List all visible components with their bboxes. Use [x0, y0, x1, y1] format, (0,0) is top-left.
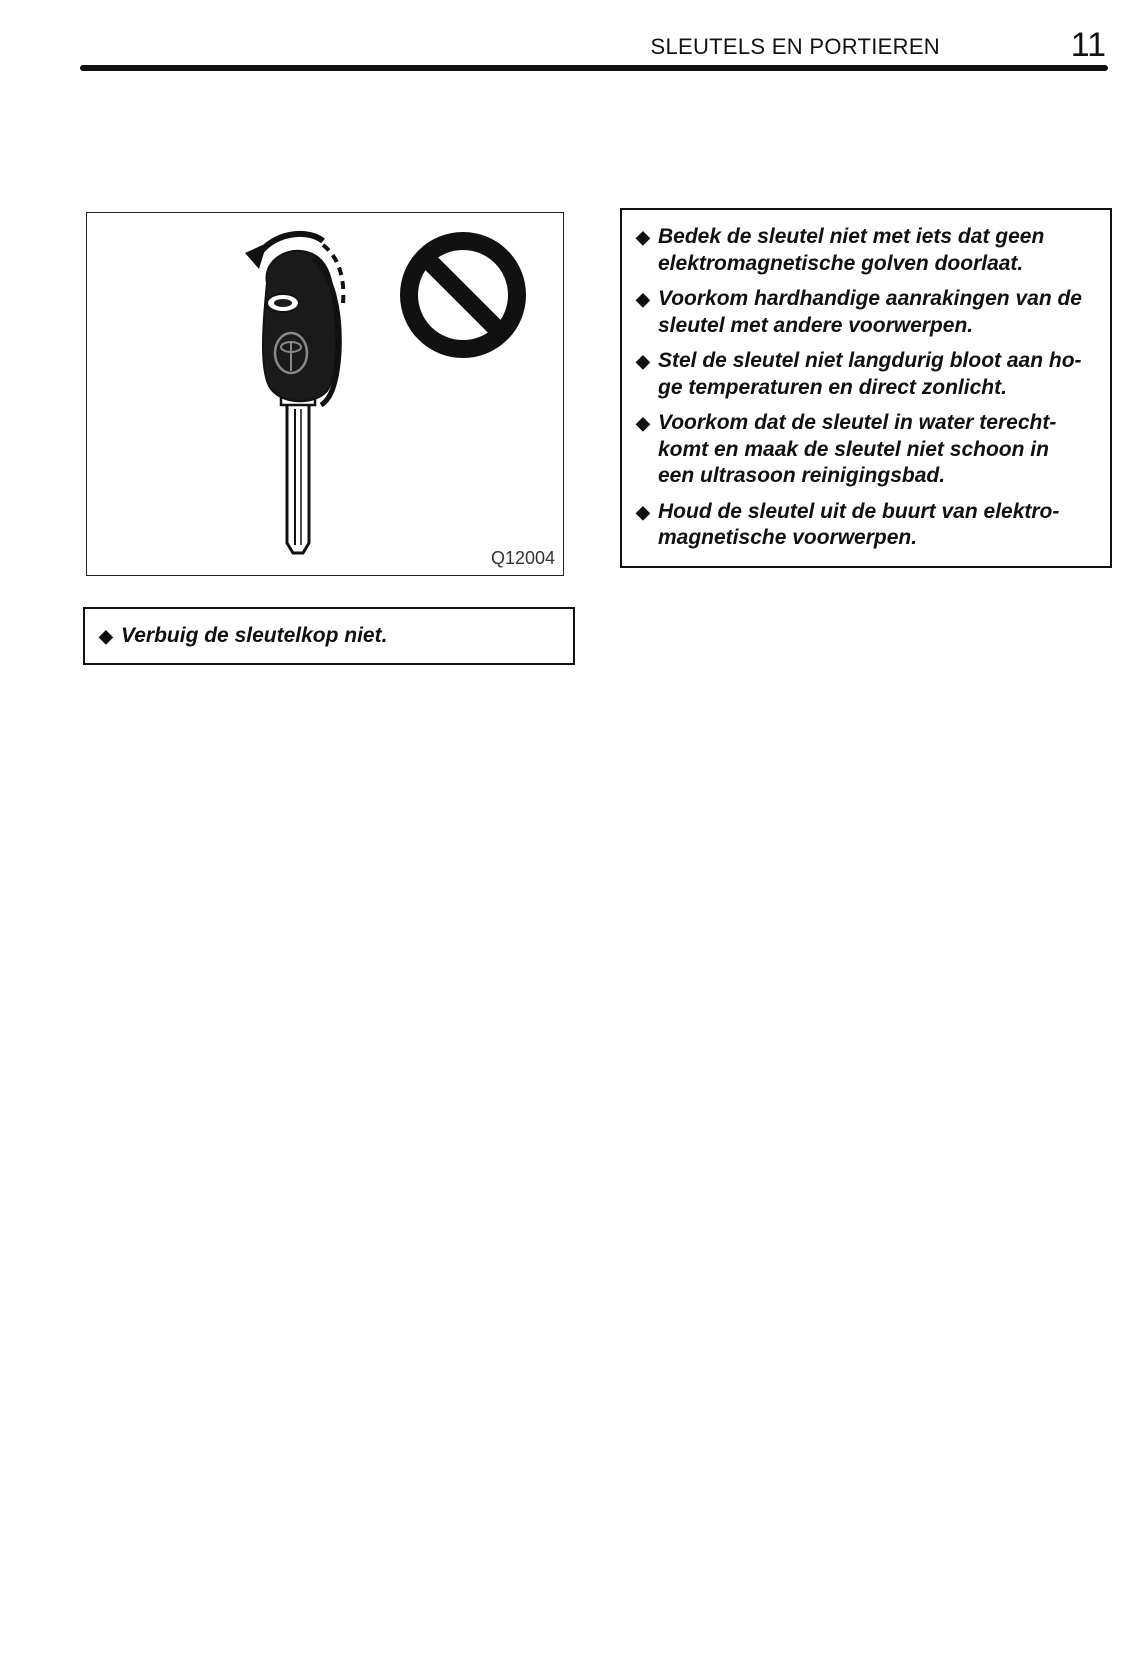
caution-text: Stel de sleutel niet langdurig bloot aan ho- ge temperaturen en direct zonlicht.	[658, 349, 1082, 399]
diamond-bullet-icon: ◆	[99, 626, 113, 646]
caution-item	[636, 410, 1098, 490]
diamond-bullet-icon: ◆	[636, 289, 650, 309]
figure-code: Q12004	[490, 548, 555, 568]
caution-text: Voorkom dat de sleutel in water terecht- komt en maak de sleutel niet schoon in een ultrasoon reinigingsbad.	[658, 411, 1057, 487]
key-head	[263, 251, 339, 405]
diamond-bullet-icon: ◆	[636, 413, 650, 433]
caution-text: Bedek de sleutel niet met iets dat geen elektromagnetische golven doorlaat.	[658, 225, 1045, 275]
caution-item	[99, 623, 561, 650]
header-rule	[80, 65, 1108, 71]
caution-text: Verbuig de sleutelkop niet.	[121, 624, 388, 647]
caution-item	[636, 348, 1098, 401]
diamond-bullet-icon: ◆	[636, 227, 650, 247]
diamond-bullet-icon: ◆	[636, 501, 650, 522]
caution-text: Voorkom hardhandige aanrakingen van de sleutel met andere voorwerpen.	[658, 287, 1082, 337]
prohibition-sign-icon	[409, 241, 517, 349]
key-drawing	[87, 213, 563, 575]
caution-item	[636, 286, 1098, 339]
key-blade	[281, 391, 315, 553]
section-title: SLEUTELS EN PORTIEREN	[650, 34, 940, 59]
diamond-bullet-icon: ◆	[636, 351, 650, 371]
page-number: 11	[1070, 26, 1106, 64]
caution-box-left	[83, 607, 575, 665]
caution-box-right	[620, 208, 1112, 568]
caution-text: Houd de sleutel uit de buurt van elektro- magnetische voorwerpen.	[658, 499, 1060, 549]
caution-item	[636, 499, 1098, 552]
caution-item	[636, 224, 1098, 277]
key-illustration	[86, 212, 564, 576]
